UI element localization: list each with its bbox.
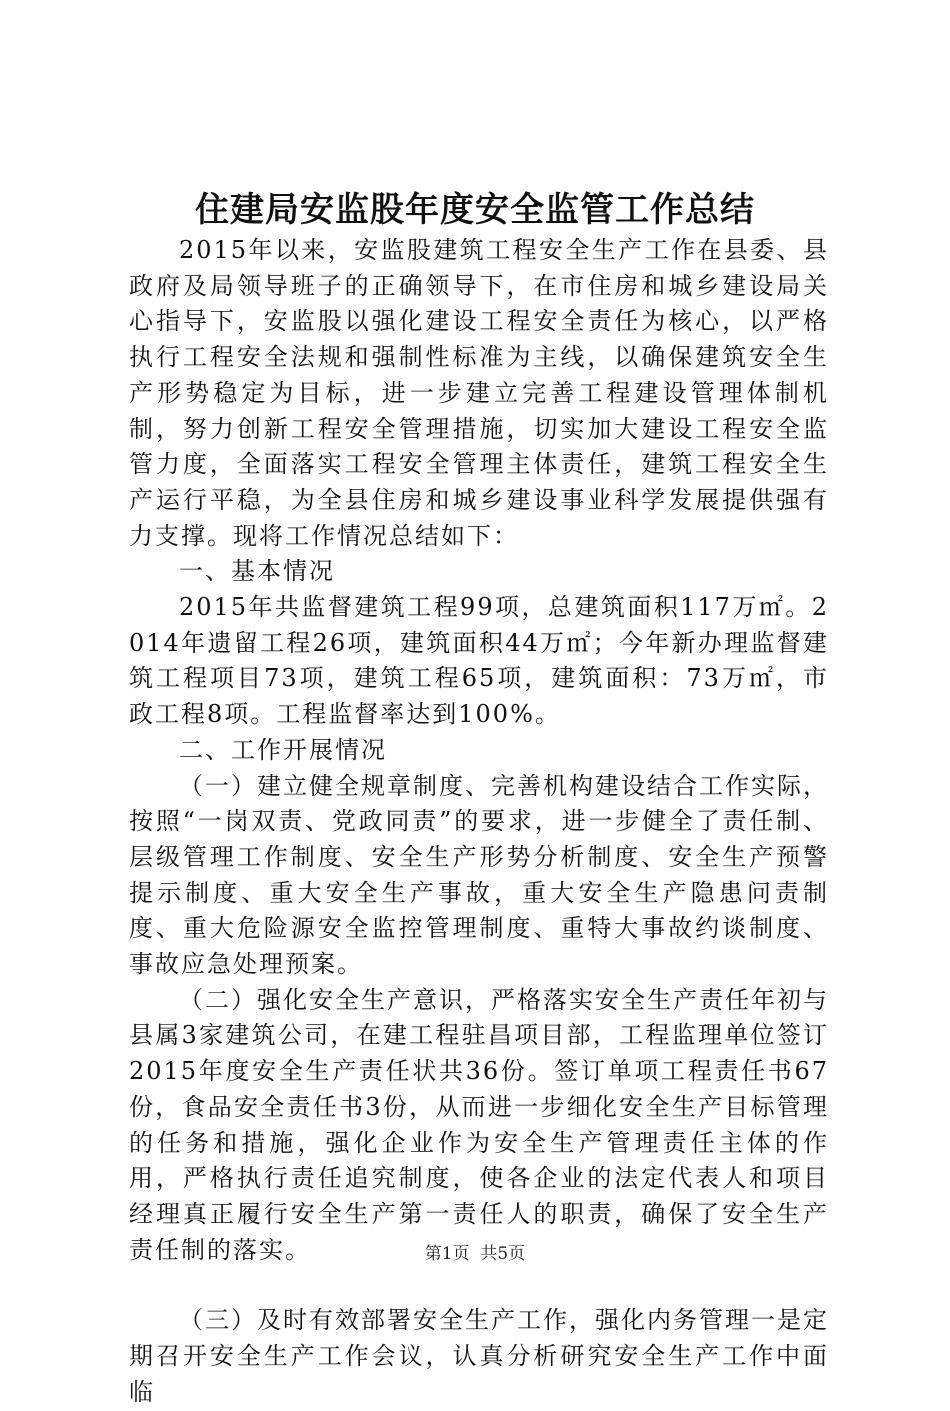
- work-item-3-paragraph: （三）及时有效部署安全生产工作，强化内务管理一是定期召开安全生产工作会议，认真分析研究安全生产工作中面临: [129, 1306, 829, 1406]
- section-heading-work-progress: 二、工作开展情况: [179, 735, 387, 764]
- section-heading-basic-situation: 一、基本情况: [179, 557, 335, 586]
- work-item-2-paragraph: （二）强化安全生产意识，严格落实安全生产责任年初与县属3家建筑公司，在建工程驻昌项目部，工程监理单位签订2015年度安全生产责任状共36份。签订单项工程责任书67份，食品安全责任书3份，从而进一步细化安全生产目标管理的任务和措施，强化企业作为安全生产管理责任主体的作用，严格执行责任追究制度，使各企业的法定代表人和项目经理真正履行安全生产第一责任人的职责，确保了安全生产责任制的落实。: [129, 985, 829, 1264]
- document-body: [129, 233, 829, 1411]
- document-title: 住建局安监股年度安全监管工作总结: [195, 190, 755, 230]
- page-footer: 第1页 共5页: [424, 1244, 526, 1264]
- work-item-1-paragraph: （一）建立健全规章制度、完善机构建设结合工作实际，按照“一岗双责、党政同责”的要求，进一步健全了责任制、层级管理工作制度、安全生产形势分析制度、安全生产预警提示制度、重大安全生产事故，重大安全生产隐患问责制度、重大危险源安全监控管理制度、重特大事故约谈制度、事故应急处理预案。: [129, 771, 829, 979]
- basic-situation-paragraph: 2015年共监督建筑工程99项，总建筑面积117万㎡。2014年遗留工程26项，建筑面积44万㎡；今年新办理监督建筑工程项目73项，建筑工程65项，建筑面积：73万㎡，市政工程8项。工程监督率达到100%。: [129, 593, 829, 729]
- intro-paragraph: 2015年以来，安监股建筑工程安全生产工作在县委、县政府及局领导班子的正确领导下，在市住房和城乡建设局关心指导下，安监股以强化建设工程安全责任为核心，以严格执行工程安全法规和强制性标准为主线，以确保建筑安全生产形势稳定为目标，进一步建立完善工程建设管理体制机制，努力创新工程安全管理措施，切实加大建设工程安全监管力度，全面落实工程安全管理主体责任，建筑工程安全生产运行平稳，为全县住房和城乡建设事业科学发展提供强有力支撑。现将工作情况总结如下：: [129, 236, 829, 550]
